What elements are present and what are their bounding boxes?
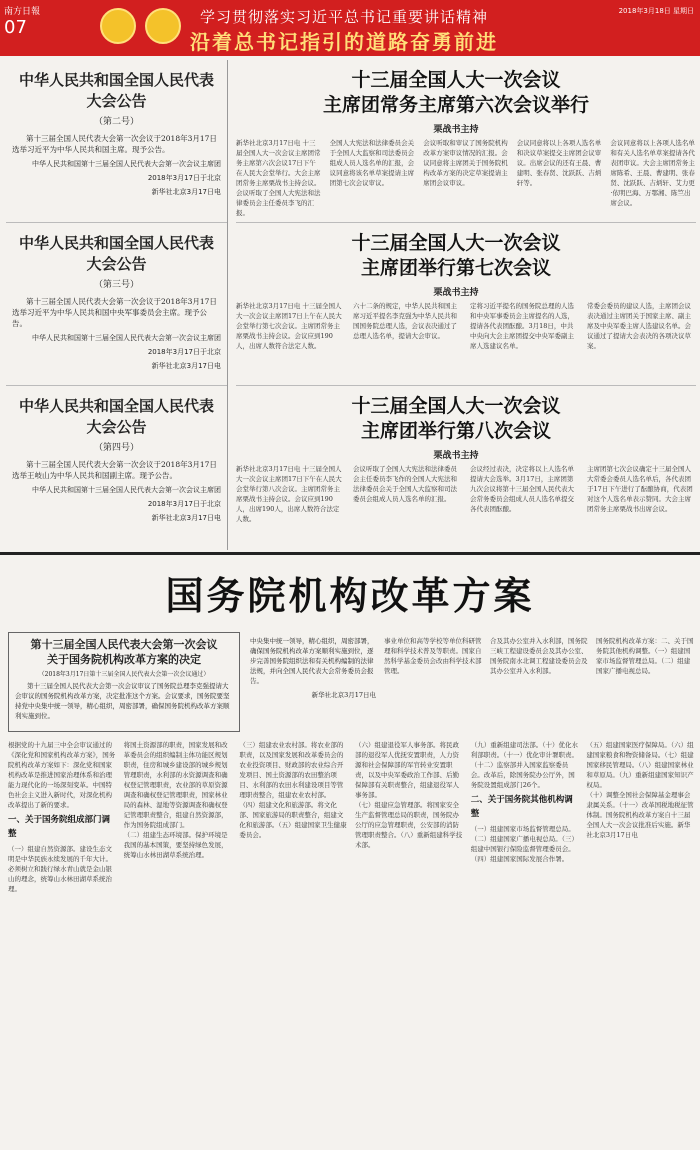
announcement-date: 2018年3月17日于北京 bbox=[147, 174, 221, 182]
decision-box bbox=[8, 632, 240, 732]
slogan-top: 学习贯彻落实习近平总书记重要讲话精神 bbox=[200, 8, 489, 26]
plan-paragraph: （一）组建国家市场监督管理总局。（二）组建国家广播电视总局。（三）组建中国银行保险监督管理委员会。（四）组建国家国际发展合作署。 bbox=[470, 825, 578, 863]
announcement-number: （第二号） bbox=[93, 117, 139, 127]
announcement-source: 新华社北京3月17日电 bbox=[151, 362, 221, 370]
announcement-title: 中华人民共和国全国人民代表大会公告 bbox=[18, 234, 214, 273]
plan-column bbox=[355, 740, 463, 1144]
news-byline: 栗战书主持 bbox=[433, 288, 479, 298]
news-headline bbox=[236, 68, 676, 118]
news-paragraph: 定将习近平提名的国务院总理的人选和中央军事委员会主席提名的人选，提请各代表团酝酿。3月18日，中共中央向大会主席团提交中央军委副主席人选建议名单。 bbox=[470, 302, 574, 350]
decision-aside bbox=[250, 636, 376, 732]
top-section bbox=[0, 60, 700, 550]
plan-top-paragraph: 合及其办公室并入水利部，国务院三峡工程建设委员会及其办公室、国务院南水北调工程建设委员会及其办公室并入水利部。 bbox=[490, 637, 588, 675]
plan-paragraph: （四）组建文化和旅游部。将文化部、国家旅游局的职责整合，组建文化和旅游部。（五）组建国家卫生健康委员会。 bbox=[239, 801, 347, 839]
plan-column bbox=[586, 740, 694, 1144]
news-headline-line1: 十三届全国人大一次会议 bbox=[351, 232, 561, 254]
news-headline-line2: 主席团常务主席第六次会议举行 bbox=[322, 94, 589, 116]
plan-paragraph: （七）组建应急管理部。将国家安全生产监督管理总局的职责，国务院办公厅的应急管理职责，公安部的消防管理职责整合。（八）重新组建科学技术部。 bbox=[355, 801, 463, 849]
news-body bbox=[236, 138, 696, 220]
party-emblem-icon bbox=[100, 8, 136, 44]
news-paragraph: 新华社北京3月17日电 十三届全国人大一次会议主席团17日上午在人民大会堂举行第七次会议。主席团常务主席栗战书主持会议。会议应到190人，出席人数符合法定人数。 bbox=[236, 302, 342, 350]
news-headline-line2: 主席团举行第七次会议 bbox=[360, 257, 551, 279]
announcements-column bbox=[6, 60, 228, 550]
national-emblem-icon bbox=[145, 8, 181, 44]
news-body bbox=[236, 464, 696, 546]
plan-section-heading: 二、关于国务院其他机构调整 bbox=[470, 795, 573, 819]
news-article bbox=[236, 60, 696, 223]
plan-paragraph: （十）调整全国社会保障基金理事会隶属关系。（十一）改革国税地税征管体制。国务院机构改革方案自十三届全国人大一次会议批准后实施。新华社北京3月17日电 bbox=[586, 791, 694, 839]
news-paragraph: 新华社北京3月17日电 十三届全国人大一次会议主席团常务主席第六次会议17日下午在人民大会堂举行。大会主席团常务主席栗战书主持会议。会议听取了全国人大宪法和法律委员会主任委员李飞的汇报。 bbox=[236, 139, 321, 217]
masthead-banner bbox=[0, 0, 700, 56]
plan-paragraph: （二）组建生态环境部。保护环境是我国的基本国策，要坚持绿色发展，统筹山水林田湖草系统治理。 bbox=[123, 831, 228, 859]
news-paragraph: 会议经过表决，决定将以上人选名单提请大会选举。3月17日，主席团第九次会议将第十三届全国人民代表大会常务委员会组成人员人选名单提交各代表团酝酿。 bbox=[470, 465, 574, 513]
plan-paragraph: （三）组建农业农村部。将农业部的职责，以及国家发展和改革委员会的农业投资项目、财政部的农业综合开发项目、国土资源部的农田整治项目、水利部的农田水利建设项目等管理职责整合，组建农业农村部。 bbox=[239, 741, 344, 799]
plan-body-columns bbox=[8, 740, 694, 1144]
news-headline bbox=[236, 231, 676, 281]
decision-title-line2: 关于国务院机构改革方案的决定 bbox=[47, 653, 201, 666]
plan-top-columns bbox=[384, 636, 694, 732]
news-article bbox=[236, 386, 696, 549]
announcement-source: 新华社北京3月17日电 bbox=[151, 514, 221, 522]
decision-aside-source: 新华社北京3月17日电 bbox=[311, 691, 376, 699]
announcement-signature: 中华人民共和国第十三届全国人民代表大会第一次会议主席团 bbox=[32, 486, 221, 494]
news-article bbox=[236, 223, 696, 386]
news-paragraph: 新华社北京3月17日电 十三届全国人大一次会议主席团17日下午在人民大会堂举行第八次会议。主席团常务主席栗战书主持会议。会议应到190人，出席190人，出席人数符合法定人数。 bbox=[236, 465, 342, 523]
news-paragraph: 会议听取了全国人大宪法和法律委员会主任委员李飞作的全国人大宪法和法律委员会关于全国人大监察和司法委员会组成人员人选名单的汇报。 bbox=[353, 465, 457, 503]
announcement-date: 2018年3月17日于北京 bbox=[147, 500, 221, 508]
plan-column bbox=[239, 740, 347, 1144]
page-number: 07 bbox=[4, 17, 27, 38]
plan-column bbox=[471, 740, 579, 1144]
decision-title-line1: 第十三届全国人民代表大会第一次会议 bbox=[30, 638, 218, 651]
announcement-title: 中华人民共和国全国人民代表大会公告 bbox=[18, 397, 214, 436]
emblems bbox=[100, 8, 185, 48]
news-paragraph: 常委会委员的建议人选，主席团会议表决通过主席团关于国家主席、副主席及中央军委主席人选建议名单。会议通过了提请大会表决的各项决议草案。 bbox=[587, 302, 691, 350]
decision-subtitle: （2018年3月17日第十三届全国人民代表大会第一次会议通过） bbox=[38, 671, 210, 678]
news-paragraph: 会议同意将以上各项人选名单和有关人选名单草案提请各代表团审议。大会主席团常务主席陈希、王晨、曹建明、张春贤、沈跃跃、吉炳轩、艾力更·依明巴海、万鄂湘、陈竺出席会议。 bbox=[610, 139, 695, 207]
news-byline: 栗战书主持 bbox=[433, 125, 479, 135]
plan-paragraph: 根据党的十九届三中全会审议通过的《深化党和国家机构改革方案》，国务院机构改革方案如下：深化党和国家机构改革是推进国家治理体系和治理能力现代化的一场深刻变革。中国特色社会主义进入新时代，对深化机构改革提出了新的要求。 bbox=[8, 741, 116, 809]
news-paragraph: 六十二条的规定，中华人民共和国主席习近平提名李克强为中华人民共和国国务院总理人选，会议表决通过了总理人选名单，提请大会审议。 bbox=[353, 302, 457, 340]
news-headline-line2: 主席团举行第八次会议 bbox=[360, 420, 551, 442]
announcement-signature: 中华人民共和国第十三届全国人民代表大会第一次会议主席团 bbox=[32, 160, 221, 168]
news-headline bbox=[236, 394, 676, 444]
slogan-main: 沿着总书记指引的道路奋勇前进 bbox=[190, 30, 498, 54]
news-body bbox=[236, 301, 696, 383]
main-headline: 国务院机构改革方案 bbox=[165, 573, 535, 618]
page-number-block bbox=[4, 4, 40, 38]
plan-top-paragraph: 事业单位和高等学校等单位科研管理和科学技术普及等职责。国家自然科学基金委员会改由科学技术部管理。 bbox=[384, 637, 482, 675]
decision-aside-text: 中央集中统一领导，精心组织，周密部署，确保国务院机构改革方案顺利实施到位，逐步完善国务院组织法和有关机构编制的法律法规，并向全国人民代表大会常务委员会报告。 bbox=[250, 637, 374, 685]
announcement-number: （第三号） bbox=[93, 280, 139, 290]
announcement-source: 新华社北京3月17日电 bbox=[151, 188, 221, 196]
announcement-title: 中华人民共和国全国人民代表大会公告 bbox=[18, 71, 214, 110]
news-column bbox=[236, 60, 696, 550]
announcement-date: 2018年3月17日于北京 bbox=[147, 348, 221, 356]
news-paragraph: 主席团第七次会议确定十三届全国人大常委会委员人选名单后，各代表团于17日下午进行了酝酿协商，代表团对这个人选名单表示赞同。大会主席团常务主席栗战书出席会议。 bbox=[587, 465, 693, 513]
plan-column bbox=[8, 740, 116, 1144]
paper-logo: 南方日報 bbox=[4, 7, 41, 17]
announcement-number: （第四号） bbox=[93, 443, 139, 453]
plan-paragraph: （一）组建自然资源部。建设生态文明是中华民族永续发展的千年大计。必须树立和践行绿水青山就是金山银山的理念，统筹山水林田湖草系统治理。 bbox=[8, 845, 112, 893]
announcement bbox=[6, 60, 227, 223]
announcement-body: 第十三届全国人民代表大会第一次会议于2018年3月17日选举习近平为中华人民共和国中央军事委员会主席。现予公告。 bbox=[12, 297, 217, 328]
announcement-body: 第十三届全国人民代表大会第一次会议于2018年3月17日选举王岐山为中华人民共和国副主席。现予公告。 bbox=[12, 460, 217, 480]
news-headline-line1: 十三届全国人大一次会议 bbox=[351, 69, 561, 91]
announcement bbox=[6, 223, 227, 386]
news-paragraph: 会议同意将以上各项人选名单和决议草案提交主席团会议审议。出席会议的还有王晨、曹建明、张春贤、沈跃跃、吉炳轩等。 bbox=[516, 139, 602, 187]
news-paragraph: 会议听取和审议了国务院机构改革方案审议情况的汇报。会议同意将主席团关于国务院机构改革方案的决定草案提请主席团会议审议。 bbox=[423, 139, 508, 187]
plan-paragraph: 将国土资源部的职责，国家发展和改革委员会的组织编制主体功能区规划职责，住房和城乡建设部的城乡规划管理职责，水利部的水资源调查和确权登记管理职责，农业部的草原资源调查和确权登记管理职责，国家林业局的森林、湿地等资源调查和确权登记管理职责整合，组建自然资源部，作为国务院组成部门。 bbox=[123, 741, 228, 829]
decision-text: 第十三届全国人民代表大会第一次会议审议了国务院总理李克强提请大会审议的国务院机构改革方案，决定批准这个方案。会议要求，国务院要坚持党中央集中统一领导，精心组织，周密部署，确保国务院机构改革方案顺利实施到位。 bbox=[15, 682, 230, 720]
news-byline: 栗战书主持 bbox=[433, 451, 479, 461]
announcement bbox=[6, 386, 227, 549]
plan-top-paragraph: 国务院机构改革方案：二、关于国务院其他机构调整。（一）组建国家市场监督管理总局。（二）组建国家广播电视总局。 bbox=[596, 637, 694, 675]
plan-section-heading: 一、关于国务院组成部门调整 bbox=[8, 815, 111, 839]
decision-title bbox=[15, 637, 233, 667]
news-paragraph: 全国人大宪法和法律委员会关于全国人大监察和司法委员会组成人员人选名单的汇报，会议同意将该名单草案提请主席团第七次会议审议。 bbox=[329, 139, 415, 187]
plan-paragraph: （九）重新组建司法部。（十）优化水利部职责。（十一）优化审计署职责。（十二）监察部并入国家监察委员会。改革后，除国务院办公厅外，国务院设置组成部门26个。 bbox=[470, 741, 578, 789]
plan-paragraph: （六）组建退役军人事务部。将民政部的退役军人优抚安置职责，人力资源和社会保障部的军官转业安置职责，以及中央军委政治工作部、后勤保障部有关职责整合，组建退役军人事务部。 bbox=[355, 741, 460, 799]
announcement-signature: 中华人民共和国第十三届全国人民代表大会第一次会议主席团 bbox=[32, 334, 221, 342]
section-divider bbox=[0, 552, 700, 555]
dateline: 2018年3月18日 星期日 bbox=[618, 7, 694, 15]
plan-paragraph: （五）组建国家医疗保障局。（六）组建国家粮食和物资储备局。（七）组建国家移民管理局。（八）组建国家林业和草原局。（九）重新组建国家知识产权局。 bbox=[586, 741, 694, 789]
announcement-body: 第十三届全国人民代表大会第一次会议于2018年3月17日选举习近平为中华人民共和国主席。现予公告。 bbox=[12, 134, 217, 154]
plan-column bbox=[124, 740, 232, 1144]
news-headline-line1: 十三届全国人大一次会议 bbox=[351, 395, 561, 417]
